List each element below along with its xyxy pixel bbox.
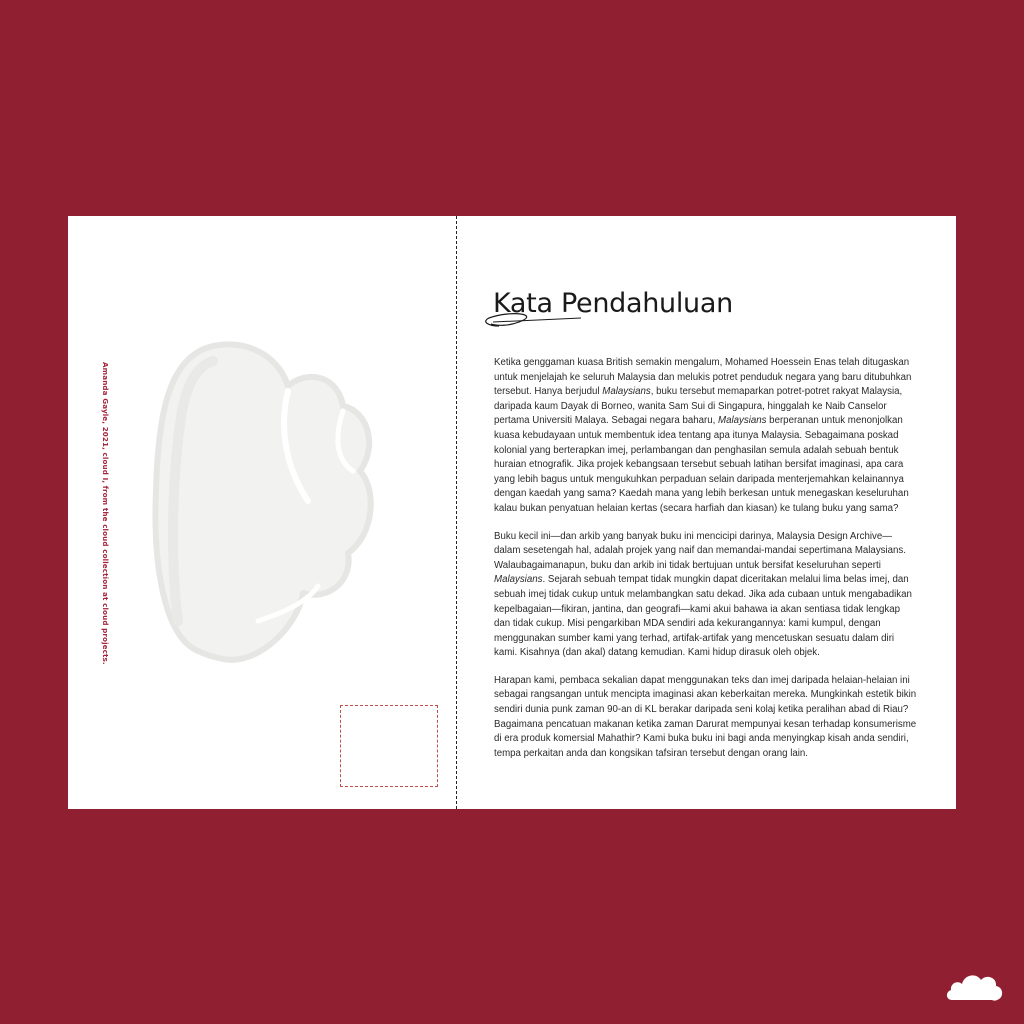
paragraph-text: berperanan untuk menonjolkan kuasa kebudayaan untuk membentuk idea tentang apa itunya Malaysia. Sebagaimana poskad kolonial yang berterapkan imej, perlambangan dan penghasilan semula adalah sebuah bentuk huraian etnografik. Jika projek kebangsaan tersebut sebuah latihan bersifat imaginasi, apa cara yang lebih bagus untuk mengukuhkan perpaduan selain daripada menterjemahkan kelainannya dengan kaedah yang sama? Kaedah mana yang lebih berkesan untuk menegaskan keseluruhan kalau bukan penyatuan helaian kertas (secara harfiah dan kiasan) ke tulang buku yang sama? [494,415,909,514]
title-block [471,282,791,334]
italic-title-text: Malaysians [718,415,767,427]
paragraph-text: Harapan kami, pembaca sekalian dapat menggunakan teks dan imej daripada helaian-helaian ini sebagai rangsangan untuk mencipta imaginasi akan keberkaitan mereka. Mungkinkah estetik bikin sendiri dunia punk zaman 90-an di KL berakar daripada seni kolaj ketika peralihan abad di Riau? Bagaimana pencatuan makanan ketika zaman Darurat mempunyai kesan terhadap konsumerisme di era produk komersial Mahathir? Kami buka buku ini bagi anda menyingkap kisah anda sendiri, tempa perkaitan anda dan kongsikan tafsiran tersebut dengan orang lain. [494,674,917,759]
paragraph-text: Ketika genggaman kuasa British semakin mengalum, Mohamed Hoessein Enas telah ditugaskan untuk menjelajah ke seluruh Malaysia dan melukis potret penduduk negara yang baru ditubuhkan tersebut. Hanya berjudul [494,357,912,398]
cloud-sketch-icon [138,321,378,681]
paragraph-text: , buku tersebut memaparkan potret-potret rakyat Malaysia, daripada kaum Dayak di Borneo, wanita Sam Sui di Singapura, hinggalah ke Naib Canselor pertama Universiti Malaya. Sebagai negara baharu, [494,386,903,427]
italic-title-text: Malaysians [602,386,651,398]
body-paragraph [494,674,918,762]
italic-title-text: Malaysians [494,574,543,586]
paragraph-text: . Sejarah sebuah tempat tidak mungkin dapat diceritakan melalui lima belas imej, dan sebuah imej tidak cukup untuk melambangkan satu dekad. Jika ada cubaan untuk mengabadikan kepelbagaian—fikiran, jantina, dan geografi—kami akui bahawa ia akan sentiasa tidak lengkap dan tidak cukup. Misi pengarkiban MDA sendiri ada kekurangannya: kami kumpul, dengan menggunakan sumber kami yang terhad, artifak-artifak yang mencetuskan sesuatu dalam diri kami. Kisahnya (dan akal) datang kemudian. Kami hidup dirasuk oleh objek. [494,574,912,659]
page-title: Kata Pendahuluan [493,288,733,319]
introduction-text [494,356,918,774]
stamp-placeholder-box [340,705,438,787]
book-spread [68,216,956,809]
right-page [457,216,956,809]
left-page [68,216,456,809]
body-paragraph [494,356,918,517]
cloud-logo-icon [944,966,1006,1006]
body-paragraph [494,530,918,661]
artwork-caption: Amanda Gayle, 2021, cloud I, from the cloud collection at cloud projects. [101,362,110,665]
paragraph-text: Buku kecil ini—dan arkib yang banyak buku ini mencicipi darinya, Malaysia Design Archive—dalam sesetengah hal, adalah projek yang naif dan memandai-mandai sepertimana Malaysians. Walaubagaimanapun, buku dan arkib ini tidak bertujuan untuk bersifat keseluruhan seperti [494,530,906,571]
